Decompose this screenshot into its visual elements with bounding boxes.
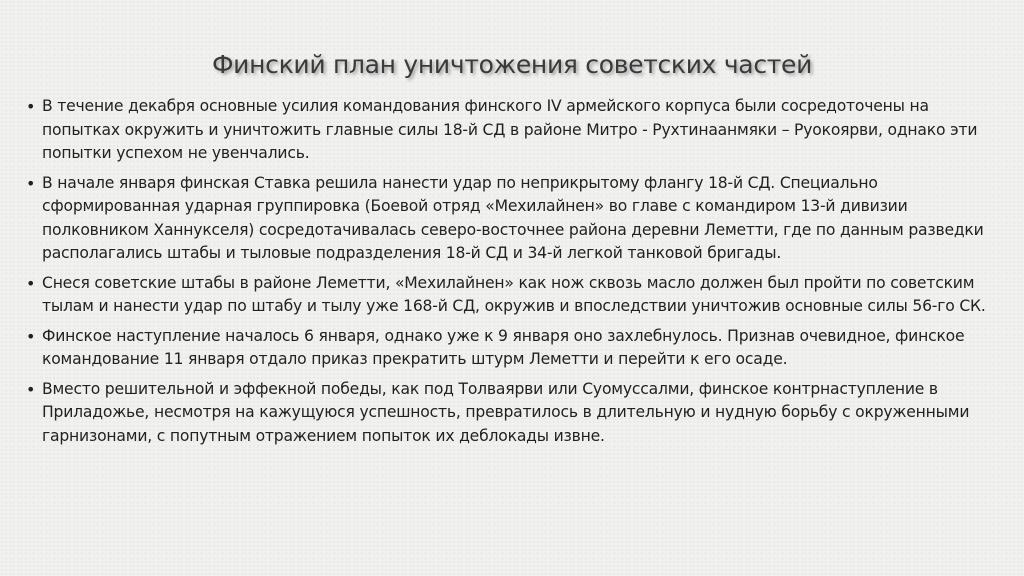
bullet-item: [26, 378, 992, 449]
bullet-item: [26, 325, 992, 372]
bullet-icon: •: [26, 379, 36, 399]
bullet-text: В начале января финская Ставка решила нанести удар по неприкрытому флангу 18-й СД. Специально сформированная ударная группировка (Боевой отряд «Мехилайнен» во главе с командиром 13-й дивизии полковником Ханнукселя) сосредотачивалась северо-восточнее района деревни Леметти, где по данным разведки располагались штабы и тыловые подразделения 18-й СД и 34-й легкой танковой бригады.: [42, 173, 984, 262]
bullet-icon: •: [26, 173, 36, 193]
bullet-list: [26, 95, 992, 454]
bullet-text: Вместо решительной и эффекной победы, как под Толваярви или Суомуссалми, финское контрнаступление в Приладожье, несмотря на кажущуюся успешность, превратилось в длительную и нудную борьбу с окруженными гарнизонами, с попутным отражением попыток их деблокады извне.: [42, 379, 970, 445]
bullet-icon: •: [26, 326, 36, 346]
slide-title: Финский план уничтожения советских частей: [211, 50, 813, 79]
bullet-item: [26, 172, 992, 266]
bullet-icon: •: [26, 273, 36, 293]
bullet-text: Снеся советские штабы в районе Леметти, «Мехилайнен» как нож сквозь масло должен был пройти по советским тылам и нанести удар по штабу и тылу уже 168-й СД, окружив и впоследствии уничтожив основные силы 56-го СК.: [42, 273, 986, 315]
bullet-item: [26, 95, 992, 166]
bullet-item: [26, 272, 992, 319]
bullet-text: В течение декабря основные усилия командования финского IV армейского корпуса были сосредоточены на попытках окружить и уничтожить главные силы 18-й СД в районе Митро - Рухтинаанмяки – Руокоярви, однако эти попытки успехом не увенчались.: [42, 97, 978, 162]
bullet-icon: •: [26, 97, 36, 116]
bullet-text: Финское наступление началось 6 января, однако уже к 9 января оно захлебнулось. Признав очевидное, финское командование 11 января отдало приказ прекратить штурм Леметти и перейти к его осаде.: [42, 326, 965, 368]
